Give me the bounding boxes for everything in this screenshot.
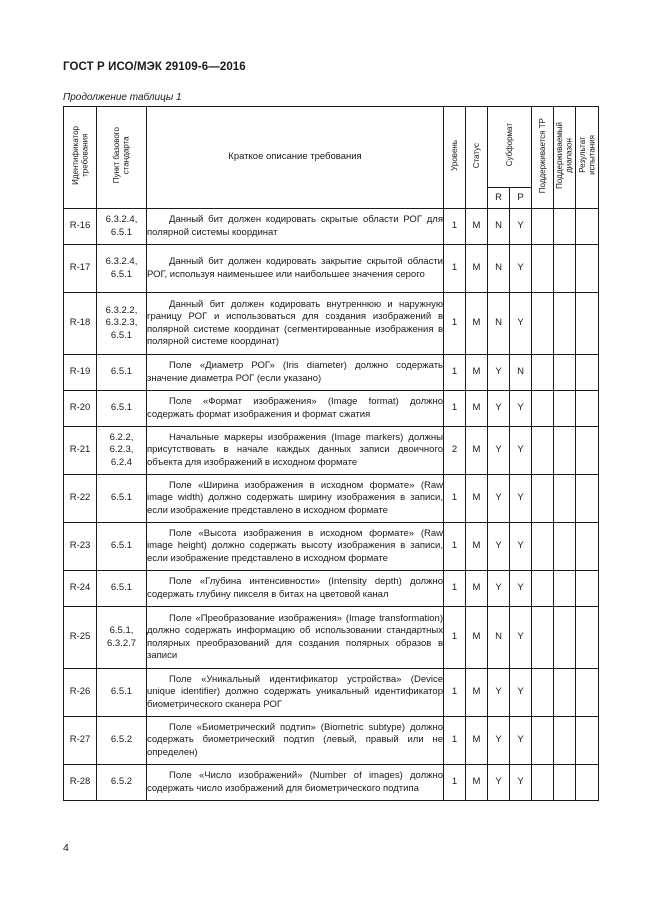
cell-subformat-p: N: [510, 355, 532, 391]
header-clause: Пункт базового стандарта: [97, 107, 147, 209]
cell-level: 1: [444, 607, 466, 669]
cell-subformat-r: Y: [488, 765, 510, 801]
table-row: [64, 717, 599, 765]
cell-clause: 6.5.1: [97, 355, 147, 391]
cell-result: [576, 427, 599, 475]
cell-subformat-r: Y: [488, 571, 510, 607]
cell-supported: [532, 245, 554, 293]
cell-id: R-20: [64, 391, 97, 427]
header-subformat: Субформат: [488, 107, 532, 188]
cell-id: R-17: [64, 245, 97, 293]
cell-subformat-p: Y: [510, 475, 532, 523]
cell-id: R-16: [64, 209, 97, 245]
cell-supported: [532, 355, 554, 391]
cell-subformat-r: N: [488, 293, 510, 355]
cell-subformat-p: Y: [510, 427, 532, 475]
cell-description: Данный бит должен кодировать внутреннюю и наружную границу РОГ и использоваться для создания изображений в полярной системе координат (сегментированные изображения в полярной системе координат): [147, 293, 444, 355]
cell-description: Данный бит должен кодировать закрытие скрытой области РОГ, используя наименьшее или наибольшее значения серого: [147, 245, 444, 293]
cell-supported: [532, 209, 554, 245]
table-row: [64, 355, 599, 391]
requirements-table: [63, 106, 599, 801]
cell-range: [554, 475, 576, 523]
cell-id: R-25: [64, 607, 97, 669]
header-status: Статус: [466, 107, 488, 209]
cell-id: R-28: [64, 765, 97, 801]
cell-description: Поле «Биометрический подтип» (Biometric subtype) должно содержать биометрический подтип (левый, правый или не определен): [147, 717, 444, 765]
cell-status: M: [466, 523, 488, 571]
cell-description: Поле «Диаметр РОГ» (Iris diameter) должно содержать значение диаметра РОГ (если указано): [147, 355, 444, 391]
cell-status: M: [466, 245, 488, 293]
cell-description: Данный бит должен кодировать скрытые области РОГ для полярной системы координат: [147, 209, 444, 245]
cell-supported: [532, 523, 554, 571]
cell-range: [554, 571, 576, 607]
cell-range: [554, 523, 576, 571]
cell-clause: 6.5.1: [97, 523, 147, 571]
cell-range: [554, 427, 576, 475]
cell-result: [576, 571, 599, 607]
table-row: [64, 293, 599, 355]
header-id: Идентификатор требования: [64, 107, 97, 209]
cell-id: R-21: [64, 427, 97, 475]
cell-range: [554, 209, 576, 245]
cell-result: [576, 607, 599, 669]
cell-range: [554, 293, 576, 355]
cell-supported: [532, 607, 554, 669]
cell-clause: 6.5.1: [97, 475, 147, 523]
cell-result: [576, 475, 599, 523]
cell-status: M: [466, 765, 488, 801]
cell-status: M: [466, 293, 488, 355]
cell-supported: [532, 293, 554, 355]
cell-subformat-p: Y: [510, 523, 532, 571]
table-row: [64, 427, 599, 475]
cell-subformat-p: Y: [510, 717, 532, 765]
header-description: Краткое описание требования: [147, 107, 444, 209]
cell-subformat-r: N: [488, 245, 510, 293]
cell-id: R-18: [64, 293, 97, 355]
cell-subformat-p: Y: [510, 765, 532, 801]
cell-result: [576, 355, 599, 391]
cell-result: [576, 523, 599, 571]
cell-level: 1: [444, 355, 466, 391]
cell-status: M: [466, 391, 488, 427]
cell-level: 1: [444, 475, 466, 523]
cell-status: M: [466, 717, 488, 765]
header-supported: Поддерживается ТР: [532, 107, 554, 209]
cell-subformat-r: Y: [488, 475, 510, 523]
cell-id: R-23: [64, 523, 97, 571]
cell-description: Поле «Преобразование изображения» (Image transformation) должно содержать информацию об использовании стандартных полярных преобразований для создания полярных образов в записи: [147, 607, 444, 669]
cell-clause: 6.2.2, 6.2.3, 6.2.4: [97, 427, 147, 475]
table-row: [64, 765, 599, 801]
cell-range: [554, 391, 576, 427]
table-row: [64, 523, 599, 571]
cell-description: Поле «Уникальный идентификатор устройства» (Device unique identifier) должно содержать уникальный идентификатор биометрического сканера РОГ: [147, 669, 444, 717]
cell-clause: 6.5.2: [97, 717, 147, 765]
table-row: [64, 209, 599, 245]
cell-result: [576, 669, 599, 717]
cell-range: [554, 607, 576, 669]
cell-clause: 6.5.1, 6.3.2.7: [97, 607, 147, 669]
cell-status: M: [466, 607, 488, 669]
cell-result: [576, 391, 599, 427]
page-number: 4: [63, 842, 69, 854]
cell-id: R-22: [64, 475, 97, 523]
cell-description: Поле «Высота изображения в исходном формате» (Raw image height) должно содержать высоту изображения в записи, если изображение представлено в исходном формате: [147, 523, 444, 571]
cell-subformat-r: Y: [488, 717, 510, 765]
cell-level: 1: [444, 293, 466, 355]
cell-subformat-r: N: [488, 209, 510, 245]
cell-subformat-p: Y: [510, 669, 532, 717]
cell-level: 2: [444, 427, 466, 475]
cell-status: M: [466, 475, 488, 523]
cell-level: 1: [444, 245, 466, 293]
header-subformat-r: R: [488, 188, 510, 209]
cell-status: M: [466, 355, 488, 391]
cell-level: 1: [444, 717, 466, 765]
cell-supported: [532, 427, 554, 475]
cell-clause: 6.3.2.2, 6.3.2.3, 6.5.1: [97, 293, 147, 355]
cell-range: [554, 669, 576, 717]
table-row: [64, 571, 599, 607]
cell-supported: [532, 571, 554, 607]
cell-status: M: [466, 571, 488, 607]
cell-description: Поле «Глубина интенсивности» (Intensity depth) должно содержать глубину пикселя в битах на цветовой канал: [147, 571, 444, 607]
cell-subformat-p: Y: [510, 391, 532, 427]
cell-subformat-r: Y: [488, 391, 510, 427]
cell-description: Начальные маркеры изображения (Image markers) должны присутствовать в начале каждых данных записи двоичного объекта для изображений в исходном формате: [147, 427, 444, 475]
table-row: [64, 607, 599, 669]
table-row: [64, 669, 599, 717]
cell-subformat-r: Y: [488, 523, 510, 571]
cell-subformat-p: Y: [510, 293, 532, 355]
cell-level: 1: [444, 669, 466, 717]
header-subformat-p: P: [510, 188, 532, 209]
cell-subformat-r: Y: [488, 427, 510, 475]
table-row: [64, 245, 599, 293]
cell-result: [576, 245, 599, 293]
cell-id: R-19: [64, 355, 97, 391]
cell-result: [576, 765, 599, 801]
cell-level: 1: [444, 765, 466, 801]
cell-status: M: [466, 209, 488, 245]
cell-clause: 6.5.1: [97, 571, 147, 607]
cell-clause: 6.3.2.4, 6.5.1: [97, 245, 147, 293]
cell-id: R-24: [64, 571, 97, 607]
cell-level: 1: [444, 523, 466, 571]
header-level: Уровень: [444, 107, 466, 209]
cell-subformat-r: Y: [488, 355, 510, 391]
cell-subformat-p: Y: [510, 607, 532, 669]
table-body: [64, 209, 599, 801]
cell-clause: 6.3.2.4, 6.5.1: [97, 209, 147, 245]
cell-id: R-26: [64, 669, 97, 717]
cell-status: M: [466, 669, 488, 717]
cell-result: [576, 293, 599, 355]
header-result: Результат испытания: [576, 107, 599, 209]
cell-subformat-r: N: [488, 607, 510, 669]
cell-supported: [532, 391, 554, 427]
document-header: ГОСТ Р ИСО/МЭК 29109-6—2016: [63, 61, 246, 73]
cell-subformat-r: Y: [488, 669, 510, 717]
cell-supported: [532, 765, 554, 801]
cell-subformat-p: Y: [510, 245, 532, 293]
cell-clause: 6.5.1: [97, 669, 147, 717]
cell-subformat-p: Y: [510, 209, 532, 245]
cell-clause: 6.5.2: [97, 765, 147, 801]
table-row: [64, 391, 599, 427]
cell-clause: 6.5.1: [97, 391, 147, 427]
cell-level: 1: [444, 571, 466, 607]
cell-description: Поле «Число изображений» (Number of images) должно содержать число изображений для биометрического подтипа: [147, 765, 444, 801]
cell-subformat-p: Y: [510, 571, 532, 607]
cell-supported: [532, 475, 554, 523]
table-row: [64, 475, 599, 523]
cell-range: [554, 245, 576, 293]
cell-result: [576, 717, 599, 765]
cell-level: 1: [444, 391, 466, 427]
cell-range: [554, 717, 576, 765]
cell-range: [554, 355, 576, 391]
header-range: Поддерживаемый диапазон: [554, 107, 576, 209]
cell-description: Поле «Ширина изображения в исходном формате» (Raw image width) должно содержать ширину изображения в записи, если изображение представлено в исходном формате: [147, 475, 444, 523]
cell-supported: [532, 717, 554, 765]
cell-result: [576, 209, 599, 245]
cell-status: M: [466, 427, 488, 475]
cell-range: [554, 765, 576, 801]
cell-level: 1: [444, 209, 466, 245]
cell-description: Поле «Формат изображения» (Image format) должно содержать формат изображения и формат сжатия: [147, 391, 444, 427]
table-caption: Продолжение таблицы 1: [63, 92, 182, 103]
cell-supported: [532, 669, 554, 717]
cell-id: R-27: [64, 717, 97, 765]
table-header: [64, 107, 599, 209]
